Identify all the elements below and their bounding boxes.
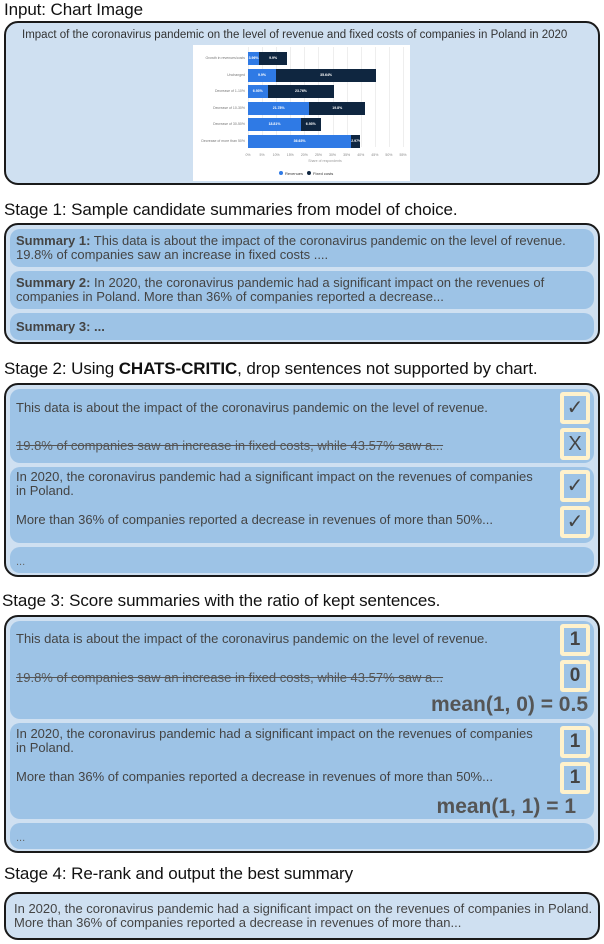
x-tick: 20% <box>300 153 308 157</box>
stage3-sentence-1: This data is about the impact of the coronavirus pandemic on the level of revenue. <box>16 631 488 646</box>
x-tick: 15% <box>286 153 294 157</box>
x-tick: 10% <box>272 153 280 157</box>
mean-score: mean(1, 0) = 0.5 <box>431 693 588 716</box>
ellipsis: ... <box>16 832 26 844</box>
score-badge: 1 <box>560 762 590 794</box>
ellipsis: ... <box>16 556 26 568</box>
x-tick: 0% <box>245 153 251 157</box>
summary-2 <box>16 276 581 304</box>
stage3-sentence-2-dropped: 19.8% of companies saw an increase in fixed costs, while 43.57% saw a... <box>16 670 444 685</box>
fixed-costs-bar: 2.97% <box>351 135 359 148</box>
legend-label: Revenues <box>285 171 304 176</box>
stage2-heading <box>4 359 537 379</box>
legend-dot-icon <box>279 171 283 175</box>
stage2-sentence-4: More than 36% of companies reported a decrease in revenues of more than 50%... <box>16 512 493 527</box>
score-badge: 1 <box>560 726 590 758</box>
x-icon: X <box>560 428 590 460</box>
stage1-box <box>4 223 600 344</box>
stage2-sentence-3: In 2020, the coronavirus pandemic had a significant impact on the revenues of companies in Poland. <box>16 469 533 498</box>
stage3-sentence-4: More than 36% of companies reported a decrease in revenues of more than 50%... <box>16 769 493 784</box>
best-summary: In 2020, the coronavirus pandemic had a significant impact on the revenues of companies in Poland. More than 36% of companies reported a decrease in revenues of more than... <box>14 901 593 930</box>
stage2-more-panel <box>10 547 594 573</box>
stage2-heading-pre: Stage 2: Using <box>4 359 119 378</box>
category-label: Unchanged <box>227 72 245 77</box>
summary-2-panel <box>10 271 594 309</box>
stage1-heading: Stage 1: Sample candidate summaries from model of choice. <box>4 200 458 219</box>
category-label: Decrease of 30-50% <box>213 122 245 126</box>
fixed-costs-bar: 6.93% <box>301 118 321 131</box>
stage2-sentence-2-dropped: 19.8% of companies saw an increase in fixed costs, while 43.57% saw a... <box>16 438 444 453</box>
bar-chart <box>193 45 410 181</box>
category-label: Decrease of 1-10% <box>215 89 245 93</box>
chats-critic-label: CHATS-CRITIC <box>118 359 238 378</box>
check-icon: ✓ <box>560 392 590 424</box>
score-badge: 0 <box>560 660 590 692</box>
summary-3-panel <box>10 313 594 340</box>
fixed-costs-bar: 19.8% <box>309 102 365 115</box>
chart-legend <box>275 171 333 176</box>
stage4-heading: Stage 4: Re-rank and output the best summary <box>4 864 354 883</box>
summary-1-text: This data is about the impact of the coronavirus pandemic on the level of revenue. 19.8% of companies saw an increase in fixed costs .... <box>16 233 566 262</box>
mean-score: mean(1, 1) = 1 <box>436 795 576 818</box>
stage4-output-box <box>4 892 600 940</box>
summary-1-label: Summary 1: <box>16 233 91 248</box>
revenues-bar: 9.9% <box>248 69 276 82</box>
gridline <box>389 47 390 147</box>
summary-1-panel <box>10 229 594 267</box>
stage2-box <box>4 383 600 577</box>
stage3-box <box>4 615 600 853</box>
stage3-heading: Stage 3: Score summaries with the ratio of kept sentences. <box>2 591 441 610</box>
x-axis-label: Share of respondents <box>308 159 342 163</box>
summary-3 <box>16 320 105 334</box>
check-icon: ✓ <box>560 470 590 502</box>
summary-3-label: Summary 3: ... <box>16 319 105 334</box>
fixed-costs-bar: 35.64% <box>276 69 376 82</box>
x-tick: 50% <box>385 153 393 157</box>
revenues-bar: 36.63% <box>248 135 351 148</box>
x-tick: 40% <box>357 153 365 157</box>
fixed-costs-bar: 9.9% <box>259 52 287 65</box>
gridline <box>347 47 348 147</box>
legend-dot-icon <box>307 171 311 175</box>
stage3-sentence-3: In 2020, the coronavirus pandemic had a significant impact on the revenues of companies in Poland. <box>16 726 533 755</box>
stage3-summary-1-panel <box>10 621 594 719</box>
input-heading: Input: Chart Image <box>4 0 143 19</box>
summary-1 <box>16 234 581 262</box>
summary-2-text: In 2020, the coronavirus pandemic had a significant impact on the revenues of companies in Poland. More than 36% of companies reported a decrease... <box>16 275 545 304</box>
gridline <box>375 47 376 147</box>
check-icon: ✓ <box>560 506 590 538</box>
x-tick: 35% <box>343 153 351 157</box>
legend-label: Fixed costs <box>313 171 334 176</box>
gridline <box>361 47 362 147</box>
x-tick: 30% <box>329 153 337 157</box>
stage2-summary-1-panel <box>10 389 594 463</box>
stage3-more-panel <box>10 823 594 849</box>
revenues-bar: 18.81% <box>248 118 301 131</box>
x-tick: 55% <box>399 153 407 157</box>
x-tick: 5% <box>259 153 265 157</box>
category-label: Decrease of 10-30% <box>213 105 245 110</box>
revenues-bar: 6.93% <box>248 85 268 98</box>
x-tick: 25% <box>314 153 322 157</box>
revenues-bar: 21.78% <box>248 102 309 115</box>
stage3-summary-2-panel <box>10 723 594 819</box>
stage2-heading-post: , drop sentences not supported by chart. <box>237 359 538 378</box>
fixed-costs-bar: 23.76% <box>268 85 335 98</box>
category-label: Decrease of more than 50% <box>201 138 245 143</box>
stage2-sentence-1: This data is about the impact of the coronavirus pandemic on the level of revenue. <box>16 400 488 415</box>
chart-title: Impact of the coronavirus pandemic on the level of revenue and fixed costs of companies in Poland in 2020 <box>22 29 568 41</box>
summary-2-label: Summary 2: <box>16 275 91 290</box>
revenues-bar: 3.96% <box>248 52 259 65</box>
gridline <box>403 47 404 147</box>
x-tick: 45% <box>371 153 379 157</box>
category-label: Growth in revenues/costs <box>205 56 245 60</box>
stage2-summary-2-panel <box>10 467 594 543</box>
score-badge: 1 <box>560 624 590 656</box>
